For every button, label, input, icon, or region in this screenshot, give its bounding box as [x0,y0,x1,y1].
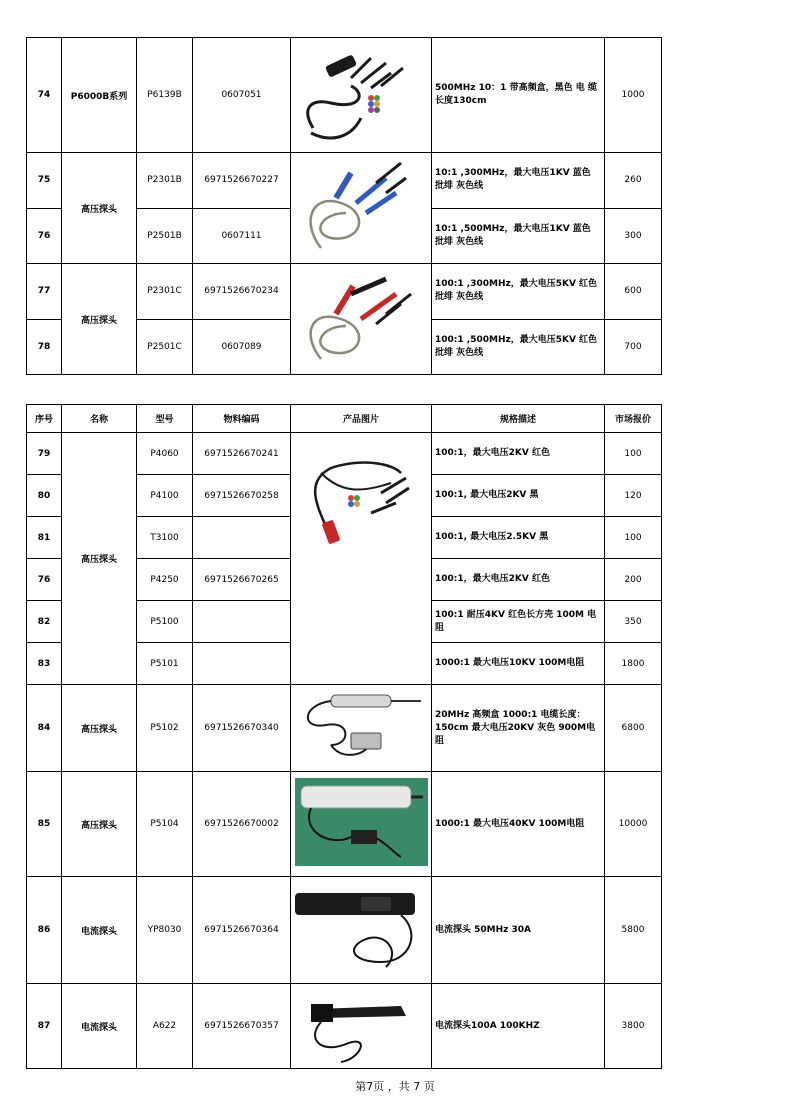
spec-description: 电流探头 50MHz 30A [432,877,605,984]
material-code: 6971526670364 [193,877,291,984]
spec-description: 100:1 耐压4KV 红色长方壳 100M 电阻 [432,601,605,643]
spec-description: 100:1，最大电压2KV 红色 [432,559,605,601]
price: 200 [605,559,662,601]
spec-description: 100:1，最大电压2KV 红色 [432,433,605,475]
product-name: 高压探头 [62,685,137,772]
spec-description: 500MHz 10：1 带高频盒，黑色 电 缆长度130cm [432,38,605,153]
product-name: P6000B系列 [62,38,137,153]
row-number: 82 [27,601,62,643]
row-number: 79 [27,433,62,475]
product-image-p4060 [291,433,432,685]
product-image-p2301c [291,264,432,375]
spec-description: 10:1 ,300MHz，最大电压1KV 蓝色 批绯 灰色线 [432,153,605,209]
model: A622 [137,984,193,1069]
material-code: 6971526670265 [193,559,291,601]
spec-description: 100:1, 最大电压2.5KV 黑 [432,517,605,559]
row-number: 81 [27,517,62,559]
material-code: 6971526670258 [193,475,291,517]
product-image-p5104 [291,772,432,877]
material-code: 6971526670002 [193,772,291,877]
material-code: 0607089 [193,319,291,375]
header-name: 名称 [62,405,137,433]
header-model: 型号 [137,405,193,433]
material-code [193,517,291,559]
material-code [193,601,291,643]
model: P4100 [137,475,193,517]
product-name: 高压探头 [62,264,137,375]
model: P2501B [137,208,193,264]
price: 300 [605,208,662,264]
header-spec: 规格描述 [432,405,605,433]
product-name: 高压探头 [62,433,137,685]
row-number: 86 [27,877,62,984]
row-number: 77 [27,264,62,320]
table-row [27,38,662,153]
price: 700 [605,319,662,375]
material-code: 6971526670340 [193,685,291,772]
price: 10000 [605,772,662,877]
product-image-yp8030 [291,877,432,984]
row-number: 87 [27,984,62,1069]
model: P4060 [137,433,193,475]
header-product-image: 产品图片 [291,405,432,433]
price: 100 [605,517,662,559]
table-row [27,877,662,984]
material-code: 6971526670234 [193,264,291,320]
product-name: 高压探头 [62,153,137,264]
material-code: 6971526670241 [193,433,291,475]
page-footer: 第7页 ，共 7 页 [355,1080,435,1093]
row-number: 76 [27,208,62,264]
product-image-p5102 [291,685,432,772]
spec-description: 1000:1 最大电压40KV 100M电阻 [432,772,605,877]
row-number: 75 [27,153,62,209]
price: 1000 [605,38,662,153]
header-number: 序号 [27,405,62,433]
price: 6800 [605,685,662,772]
row-number: 84 [27,685,62,772]
price: 1800 [605,643,662,685]
product-name: 电流探头 [62,984,137,1069]
model: P5104 [137,772,193,877]
spec-description: 100:1, 最大电压2KV 黑 [432,475,605,517]
header-row [27,405,662,433]
model: P5101 [137,643,193,685]
header-price: 市场报价 [605,405,662,433]
model: P5102 [137,685,193,772]
material-code: 0607051 [193,38,291,153]
table-row [27,264,662,320]
table-row [27,685,662,772]
material-code: 0607111 [193,208,291,264]
model: P2301C [137,264,193,320]
row-number: 85 [27,772,62,877]
model: P6139B [137,38,193,153]
material-code: 6971526670227 [193,153,291,209]
spec-description: 20MHz 高频盒 1000:1 电缆长度：150cm 最大电压20KV 灰色 900M电阻 [432,685,605,772]
row-number: 74 [27,38,62,153]
price: 350 [605,601,662,643]
product-image-p2301b [291,153,432,264]
price: 120 [605,475,662,517]
table-row [27,153,662,209]
model: P4250 [137,559,193,601]
product-name: 高压探头 [62,772,137,877]
spec-description: 100:1 ,500MHz，最大电压5KV 红色 批绯 灰色线 [432,319,605,375]
table-row [27,772,662,877]
price: 260 [605,153,662,209]
spec-description: 1000:1 最大电压10KV 100M电阻 [432,643,605,685]
material-code: 6971526670357 [193,984,291,1069]
price: 3800 [605,984,662,1069]
spec-description: 10:1 ,500MHz，最大电压1KV 蓝色 批绯 灰色线 [432,208,605,264]
price: 5800 [605,877,662,984]
product-table-bottom [26,404,662,1069]
model: P5100 [137,601,193,643]
product-image-p6139b [291,38,432,153]
spec-description: 电流探头100A 100KHZ [432,984,605,1069]
product-name: 电流探头 [62,877,137,984]
model: P2501C [137,319,193,375]
row-number: 78 [27,319,62,375]
price: 100 [605,433,662,475]
spec-description: 100:1 ,300MHz，最大电压5KV 红色 批绯 灰色线 [432,264,605,320]
row-number: 83 [27,643,62,685]
model: T3100 [137,517,193,559]
product-table-top [26,37,662,375]
material-code [193,643,291,685]
model: YP8030 [137,877,193,984]
header-material-code: 物料编码 [193,405,291,433]
price: 600 [605,264,662,320]
row-number: 80 [27,475,62,517]
model: P2301B [137,153,193,209]
product-image-a622 [291,984,432,1069]
row-number: 76 [27,559,62,601]
table-row [27,433,662,475]
table-row [27,984,662,1069]
